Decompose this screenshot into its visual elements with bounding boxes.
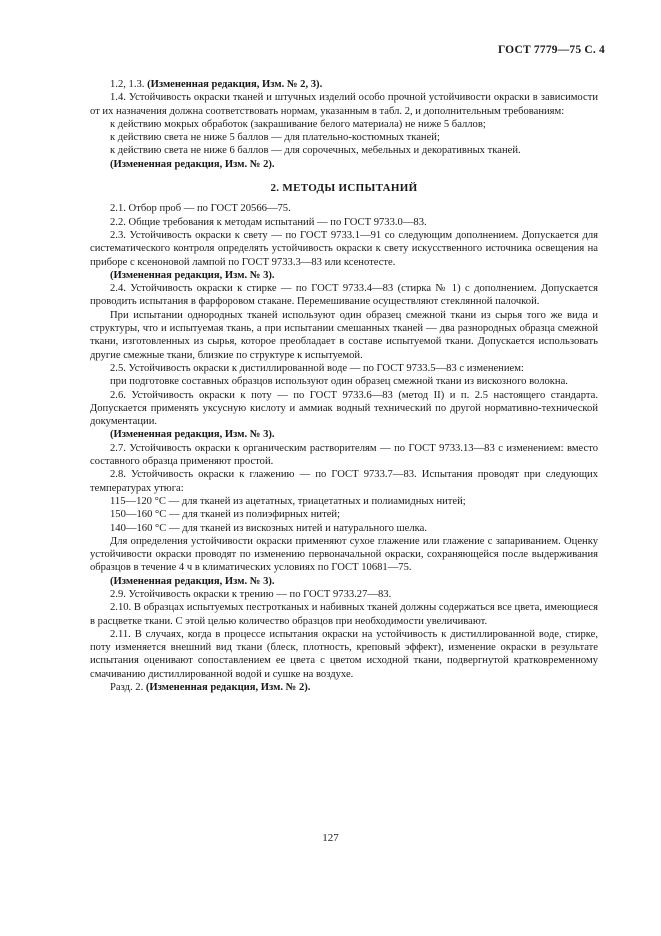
paragraph: (Измененная редакция, Изм. № 3). bbox=[110, 429, 275, 441]
paragraph: (Измененная редакция, Изм. № 3). bbox=[110, 575, 275, 587]
section-title: 2. МЕТОДЫ ИСПЫТАНИЙ bbox=[270, 182, 418, 195]
paragraph: к действию света не ниже 5 баллов — для плательно-костюмных тканей; bbox=[110, 132, 440, 144]
paragraph: 150—160 °С — для тканей из полиэфирных нитей; bbox=[110, 509, 341, 521]
paragraph: 2.10. В образцах испытуемых пестротканых и набивных тканей должны содержаться все цвета, имеющиеся в расцветке ткани. С этой целью количество образцов при необходимости увеличивают. bbox=[90, 602, 598, 627]
paragraph: 2.4. Устойчивость окраски к стирке — по ГОСТ 9733.4—83 (стирка № 1) с дополнением. Допускается проводить испытания в фарфоровом стакане. Перемешивание осуществляют стеклянной палочкой. bbox=[90, 283, 598, 308]
paragraph: 140—160 °С — для тканей из вискозных нитей и натурального шелка. bbox=[110, 522, 427, 534]
paragraph: 2.3. Устойчивость окраски к свету — по ГОСТ 9733.1—91 со следующим дополнением. Допускается для систематического контроля определять устойчивость окраски к свету искусственного источника освещения на приборе с ксеноновой лампой по ГОСТ 9733.3—83 или ксенотесте. bbox=[90, 229, 598, 268]
paragraph: 2.7. Устойчивость окраски к органическим растворителям — по ГОСТ 9733.13—83 с изменением: вместо составного образца применяют простой. bbox=[90, 442, 598, 468]
paragraph: 2.11. В случаях, когда в процессе испытания окраски на устойчивость к дистиллированной воде, стирке, поту изменяется внешний вид ткани (блеск, плотность, креповый эффект), изменение окраски в результате испытания оценивают сопоставлением ее цвета с цветом исходной ткани, подвергнутой кратковременному смачиванию дистиллированной водой и сушке на воздухе. bbox=[90, 628, 598, 680]
paragraph: Для определения устойчивости окраски применяют сухое глажение или глажение с запариванием. Оценку устойчивости окраски проводят по изменению первоначальной окраски, сохраняющейся после выдерживания образцов в течение 4 ч в климатических условиях по ГОСТ 10681—75. bbox=[90, 535, 598, 574]
paragraph: к действию мокрых обработок (закрашивание белого материала) не ниже 5 баллов; bbox=[110, 118, 486, 130]
page-number: 127 bbox=[322, 832, 339, 844]
page-header: ГОСТ 7779—75 С. 4 bbox=[497, 44, 605, 56]
paragraph: При испытании однородных тканей используют один образец смежной ткани из сырья того же вида и структуры, что и испытуемая ткань, а при испытании смешанных тканей — два разнородных образца смежной ткани, изготовленных из сырья, которое преобладает в составе испытуемой ткани. Допускается использовать другие смежные ткани, близкие по структуре к испытуемой. bbox=[90, 309, 598, 361]
paragraph: 1.4. Устойчивость окраски тканей и штучных изделий особо прочной устойчивости окраски в зависимости от их назначения должна соответствовать нормам, указанным в табл. 2, и дополнительным требованиям: bbox=[90, 92, 598, 117]
paragraph: при подготовке составных образцов используют один образец смежной ткани из вискозного волокна. bbox=[110, 376, 568, 388]
paragraph: к действию света не ниже 6 баллов — для сорочечных, мебельных и декоративных тканей. bbox=[110, 145, 521, 157]
paragraph: (Измененная редакция, Изм. № 2). bbox=[110, 158, 275, 170]
paragraph: 2.2. Общие требования к методам испытаний — по ГОСТ 9733.0—83. bbox=[110, 216, 427, 228]
paragraph: 115—120 °С — для тканей из ацетатных, триацетатных и полиамидных нитей; bbox=[110, 495, 466, 507]
paragraph: 2.8. Устойчивость окраски к глажению — по ГОСТ 9733.7—83. Испытания проводят при следующих температурах утюга: bbox=[90, 469, 598, 494]
paragraph: 2.1. Отбор проб — по ГОСТ 20566—75. bbox=[110, 203, 291, 215]
paragraph: 2.6. Устойчивость окраски к поту — по ГОСТ 9733.6—83 (метод II) и п. 2.5 настоящего стандарта. Допускается применять уксусную кислоту и аммиак водный технический по другой нормативно-технической документации. bbox=[90, 389, 598, 428]
paragraph: 1.2, 1.3. (Измененная редакция, Изм. № 2, 3). bbox=[110, 79, 323, 90]
paragraph: (Измененная редакция, Изм. № 3). bbox=[110, 269, 275, 281]
paragraph: 2.5. Устойчивость окраски к дистиллированной воде — по ГОСТ 9733.5—83 с изменением: bbox=[110, 362, 524, 374]
paragraph: Разд. 2. (Измененная редакция, Изм. № 2). bbox=[110, 682, 311, 694]
document-body bbox=[90, 78, 598, 694]
paragraph: 2.9. Устойчивость окраски к трению — по ГОСТ 9733.27—83. bbox=[110, 588, 392, 600]
